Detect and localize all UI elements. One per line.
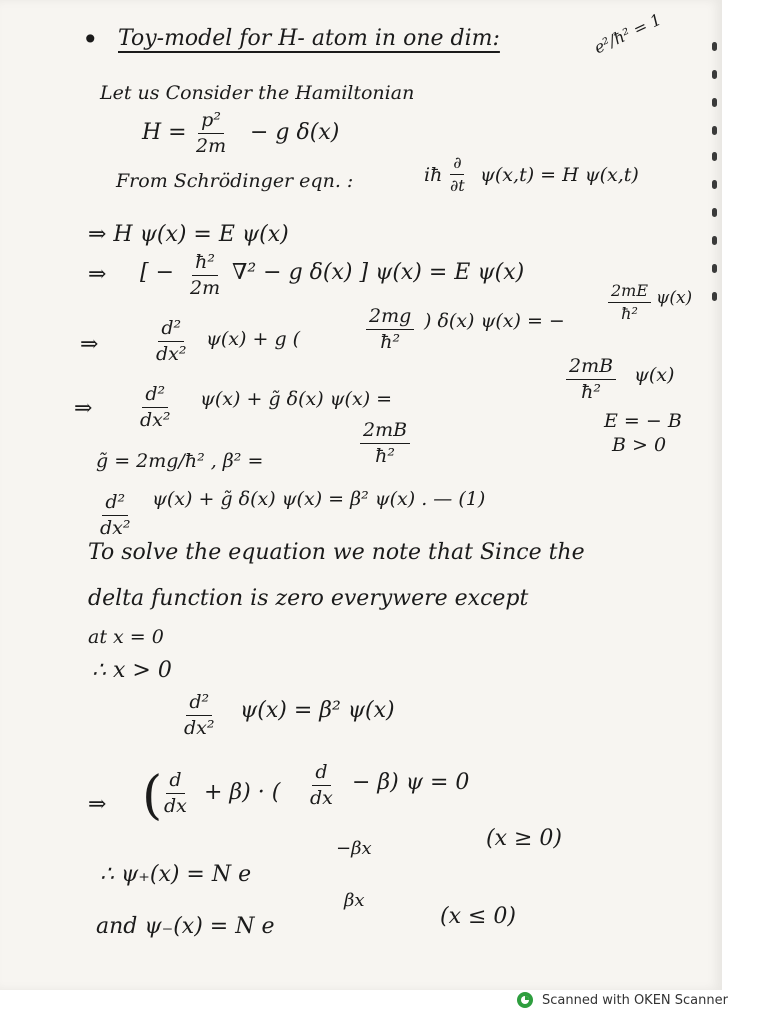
step3-rest: ) δ(x) ψ(x) = − <box>424 310 565 332</box>
fraction-denominator: 2m <box>190 276 221 299</box>
binding-hole <box>712 180 717 189</box>
binding-hole <box>712 152 717 161</box>
fraction-denominator: dx² <box>184 716 215 739</box>
positivity-condition: B > 0 <box>612 434 667 456</box>
fraction-denominator: dx² <box>156 342 187 365</box>
factor-b-close: − β) ψ = 0 <box>352 770 470 795</box>
scanner-watermark <box>516 990 728 1010</box>
step3-tail: ψ(x) <box>656 288 693 308</box>
coupling-fraction <box>366 306 414 353</box>
fraction-numerator: ħ² <box>192 252 218 276</box>
step4-tail: ψ(x) <box>634 364 675 386</box>
second-derivative-fraction <box>100 492 131 539</box>
fraction-denominator: ħ² <box>621 303 638 323</box>
eigenvalue-equation: ⇒ H ψ(x) = E ψ(x) <box>88 222 289 247</box>
solution-positive: ∴ ψ₊(x) = N e <box>100 862 252 887</box>
fraction-numerator: 2mB <box>360 420 410 444</box>
binding-hole <box>712 42 717 51</box>
fraction-numerator: d² <box>158 318 184 342</box>
text-line: delta function is zero everywere except <box>88 586 529 611</box>
energy-definition: E = − B <box>604 410 682 432</box>
fraction-denominator: ħ² <box>375 444 395 467</box>
implies-arrow: ⇒ <box>88 792 107 817</box>
solution-negative: and ψ₋(x) = N e <box>96 914 275 939</box>
energy-fraction <box>608 282 651 322</box>
implies-arrow: ⇒ <box>74 396 93 421</box>
step4-mid: ψ(x) + g̃ δ(x) ψ(x) = <box>200 388 393 410</box>
hamiltonian-kinetic-fraction <box>196 110 226 157</box>
fraction-numerator: d <box>166 770 184 794</box>
fraction-denominator: dx <box>310 786 333 809</box>
unit-note: e²/ħ² = 1 <box>591 9 665 58</box>
implies-arrow: ⇒ <box>80 332 99 357</box>
beta-fraction <box>360 420 410 467</box>
fraction-denominator: dx² <box>140 408 171 431</box>
time-derivative-fraction <box>450 154 465 194</box>
bracket-open: [ − <box>140 260 175 285</box>
second-derivative-fraction <box>156 318 187 365</box>
hamiltonian-potential: − g δ(x) <box>250 120 340 145</box>
text-line: To solve the equation we note that Since the <box>88 540 585 565</box>
binding-hole <box>712 208 717 217</box>
factor-a-close: + β) · ( <box>204 780 281 805</box>
fraction-numerator: 2mg <box>366 306 414 330</box>
binding-hole <box>712 236 717 245</box>
binding-hole <box>712 292 717 301</box>
fraction-numerator: 2mE <box>608 282 651 303</box>
fraction-numerator: p² <box>198 110 224 134</box>
equation-1: ψ(x) + g̃ δ(x) ψ(x) = β² ψ(x) . — (1) <box>152 488 486 510</box>
page-title: Toy-model for H- atom in one dim: <box>118 26 500 51</box>
fraction-numerator: d² <box>186 692 212 716</box>
text-line: at x = 0 <box>88 626 164 648</box>
second-derivative-fraction <box>140 384 171 431</box>
gtilde-definition: g̃ = 2mg/ħ² , β² = <box>96 450 264 472</box>
solution-negative-exponent: βx <box>344 890 365 911</box>
schrodinger-label: From Schrödinger eqn. : <box>116 170 354 192</box>
kinetic-fraction <box>190 252 220 299</box>
derivative-fraction <box>164 770 187 817</box>
fraction-numerator: d <box>312 762 330 786</box>
implies-arrow: ⇒ <box>88 262 107 287</box>
fraction-numerator: d² <box>142 384 168 408</box>
bullet: • <box>82 23 99 56</box>
binding-hole <box>712 264 717 273</box>
fraction-denominator: ħ² <box>581 380 601 403</box>
intro-line: Let us Consider the Hamiltonian <box>100 82 415 104</box>
fraction-denominator: ∂t <box>450 175 465 195</box>
fraction-denominator: dx <box>164 794 187 817</box>
solution-positive-domain: (x ≥ 0) <box>486 826 562 851</box>
fraction-denominator: 2m <box>196 134 227 157</box>
binding-hole <box>712 98 717 107</box>
scanner-text: Scanned with OKEN Scanner <box>542 992 728 1008</box>
region-condition: ∴ x > 0 <box>92 658 172 683</box>
solution-negative-domain: (x ≤ 0) <box>440 904 516 929</box>
scanner-logo-icon <box>516 991 534 1009</box>
derivative-fraction <box>310 762 333 809</box>
solution-positive-exponent: −βx <box>336 838 372 859</box>
schrodinger-lhs: iħ <box>424 164 443 186</box>
free-equation: ψ(x) = β² ψ(x) <box>240 698 395 723</box>
fraction-numerator: 2mB <box>566 356 616 380</box>
binding-fraction <box>566 356 616 403</box>
fraction-denominator: ħ² <box>380 330 401 353</box>
binding-hole <box>712 70 717 79</box>
step2-body: ∇² − g δ(x) ] ψ(x) = E ψ(x) <box>232 260 525 285</box>
step3-mid: ψ(x) + g ( <box>206 328 301 350</box>
hamiltonian-lhs: H = <box>142 120 187 145</box>
factor-open: ( <box>142 766 163 826</box>
schrodinger-rhs: ψ(x,t) = H ψ(x,t) <box>480 164 639 186</box>
fraction-numerator: d² <box>102 492 128 516</box>
binding-hole <box>712 126 717 135</box>
fraction-denominator: dx² <box>100 516 131 539</box>
second-derivative-fraction <box>184 692 215 739</box>
fraction-numerator: ∂ <box>450 154 464 175</box>
